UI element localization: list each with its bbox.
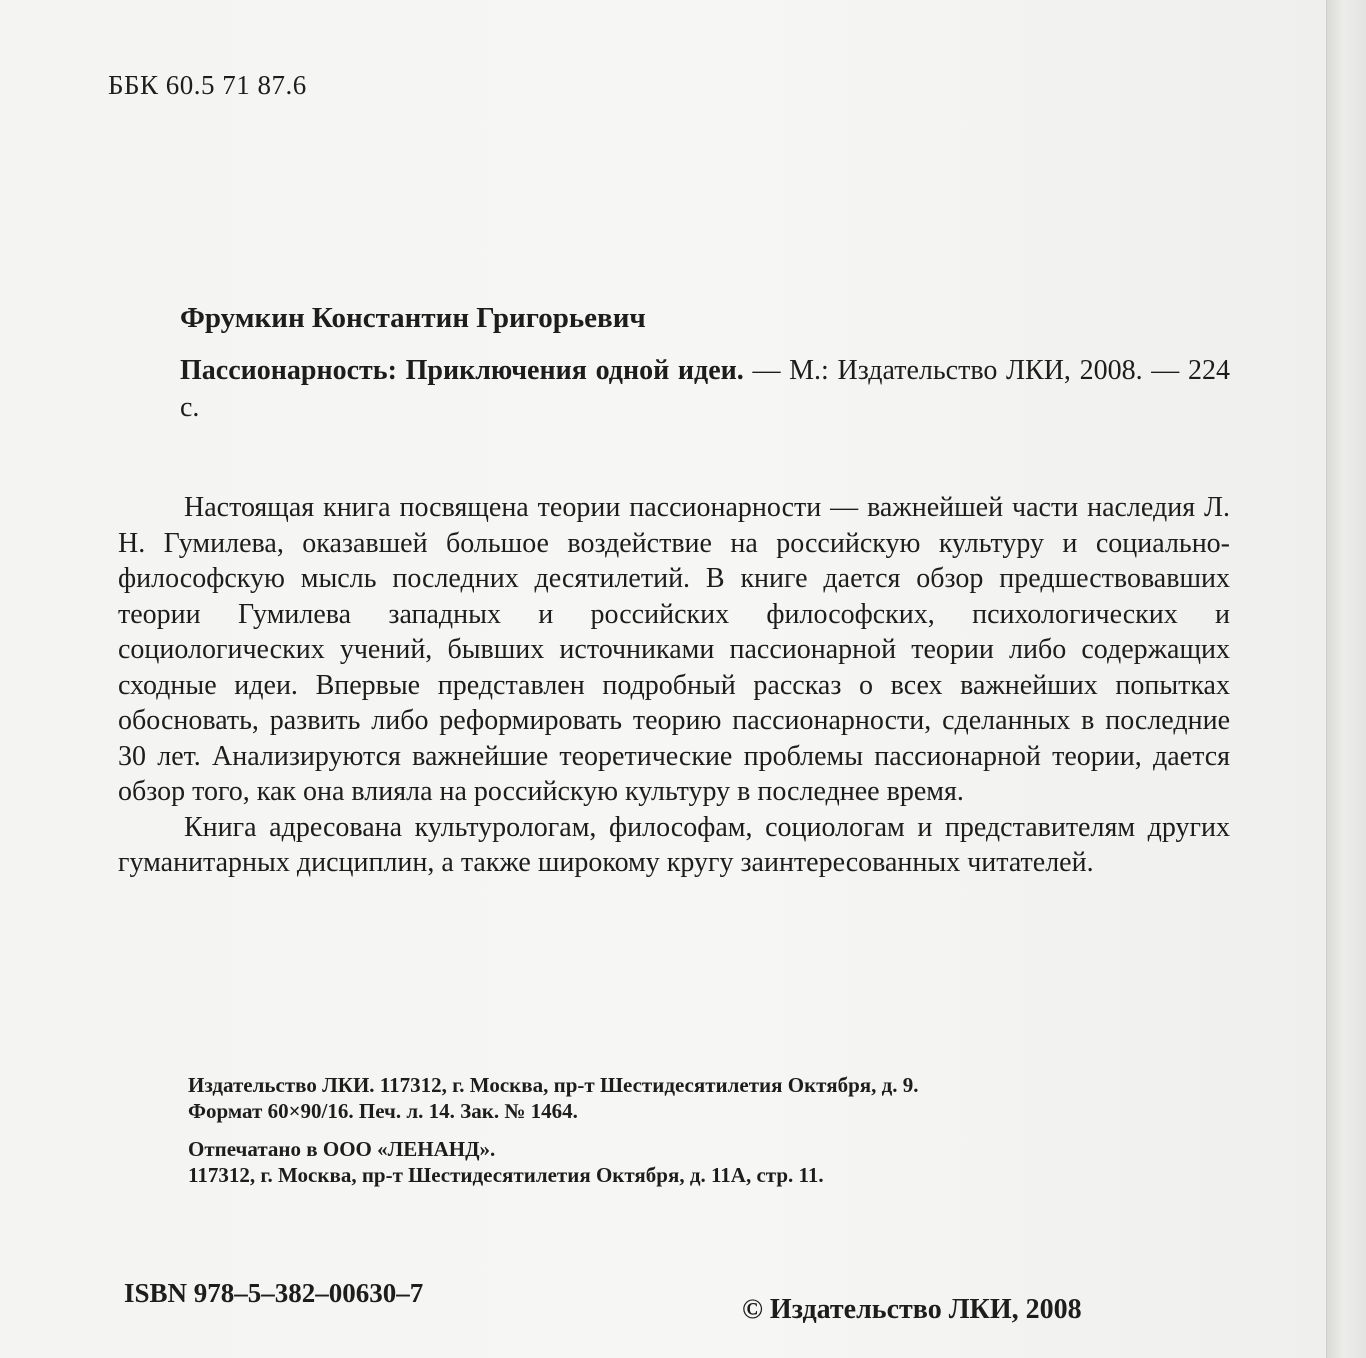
bbk-classification: ББК 60.5 71 87.6 [108,70,307,100]
print-format: Формат 60×90/16. Печ. л. 14. Зак. № 1464. [188,1099,578,1123]
printer-address: 117312, г. Москва, пр-т Шестидесятилетия Октября, д. 11А, стр. 11. [188,1163,824,1187]
abstract-paragraph: Настоящая книга посвящена теории пассионарности — важнейшей части наследия Л. Н. Гумилева, оказавшей большое воздействие на российскую культуру и социально-философскую мысль последних десятилетий. В книге дается обзор предшествовавших теории Гумилева западных и российских философских, психологических и социологических учений, бывших источниками пассионарной теории либо содержащих сходные идеи. Впервые представлен подробный рассказ о всех важнейших попытках обосновать, развить либо реформировать теорию пассионарности, сделанных в последние 30 лет. Анализируются важнейшие теоретические проблемы пассионарной теории, дается обзор того, как она влияла на российскую культуру в последнее время. [118,492,1230,807]
citation-imprint: — М.: Издательство ЛКИ, 2008. — 224 с. [180,355,1230,423]
abstract [118,490,1230,881]
page-edge [1326,0,1366,1358]
publisher-address: Издательство ЛКИ. 117312, г. Москва, пр-т Шестидесятилетия Октября, д. 9. [188,1073,919,1097]
isbn: ISBN 978–5–382–00630–7 [124,1278,424,1308]
bibliographic-citation [180,352,1230,426]
author-name: Фрумкин Константин Григорьевич [180,302,646,334]
copyright-notice: © Издательство ЛКИ, 2008 [742,1294,1082,1325]
printer-name: Отпечатано в ООО «ЛЕНАНД». [188,1137,496,1161]
book-title: Пассионарность: Приключения одной идеи. [180,355,744,386]
publisher-imprint [188,1072,919,1188]
abstract-paragraph: Книга адресована культурологам, философам, социологам и представителям других гуманитарных дисциплин, а также широкому кругу заинтересованных читателей. [118,811,1230,878]
